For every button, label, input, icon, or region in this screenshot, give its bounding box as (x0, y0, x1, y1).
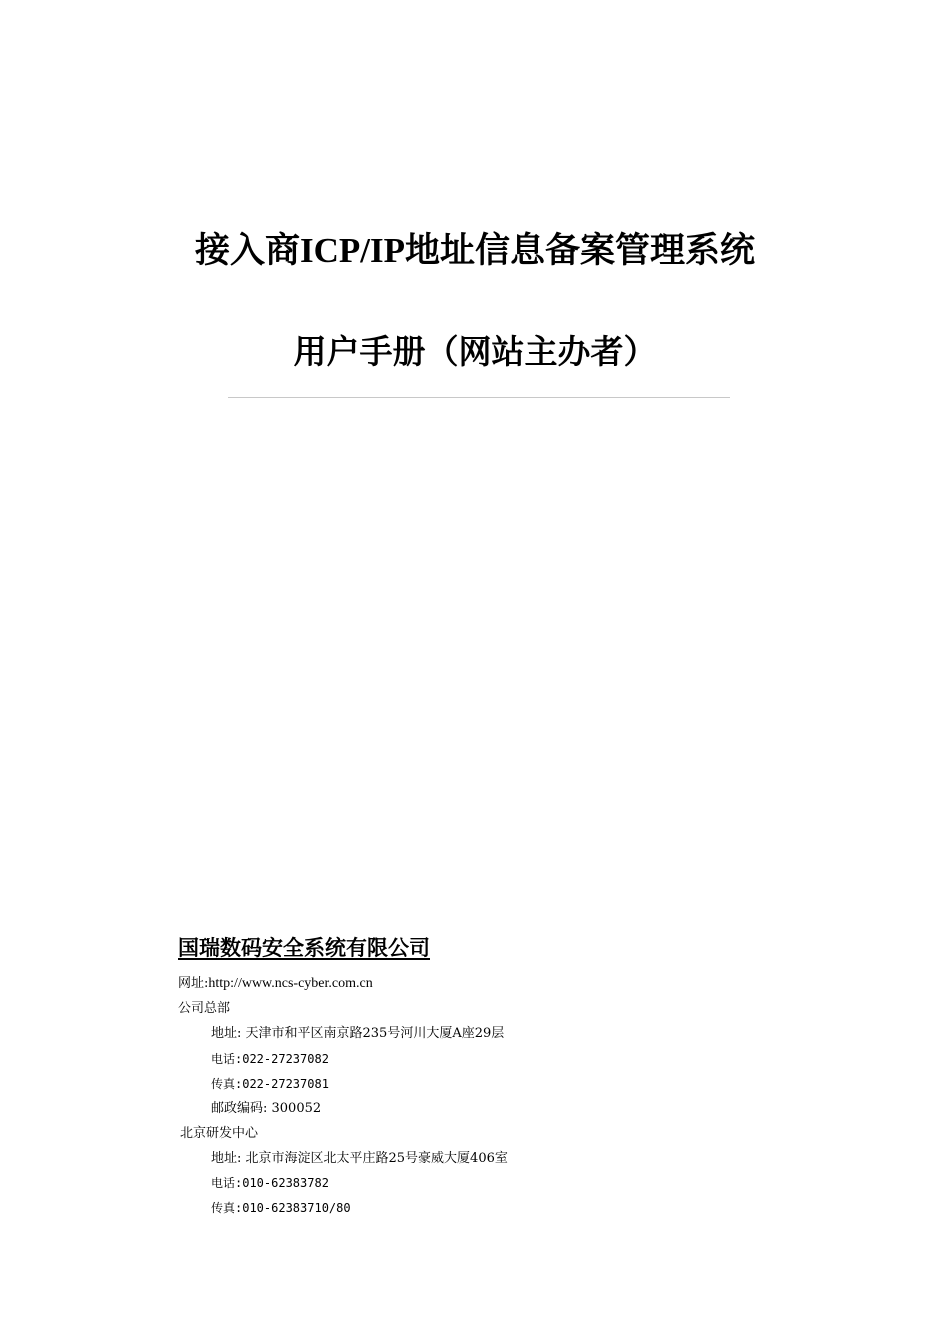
document-title: 接入商ICP/IP地址信息备案管理系统 (194, 231, 755, 270)
headquarters-heading: 公司总部 (178, 1001, 231, 1016)
headquarters-fax: 传真:022-27237081 (211, 1077, 329, 1091)
headquarters-phone: 电话:022-27237082 (211, 1052, 329, 1066)
beijing-rd-phone: 电话:010-62383782 (211, 1176, 329, 1190)
title-divider (228, 397, 730, 398)
beijing-rd-fax: 传真:010-62383710/80 (211, 1201, 351, 1215)
website-label: 网址: (178, 976, 209, 991)
headquarters-postcode: 邮政编码: 300052 (211, 1101, 322, 1116)
document-subtitle: 用户手册（网站主办者） (293, 335, 657, 371)
website-link[interactable]: http://www.ncs-cyber.com.cn (208, 976, 373, 991)
company-website (178, 975, 373, 993)
beijing-rd-address: 地址: 北京市海淀区北太平庄路25号豪威大厦406室 (211, 1151, 508, 1166)
beijing-rd-heading: 北京研发中心 (180, 1126, 259, 1141)
company-name: 国瑞数码安全系统有限公司 (178, 936, 430, 960)
headquarters-address: 地址: 天津市和平区南京路235号河川大厦A座29层 (211, 1026, 505, 1041)
